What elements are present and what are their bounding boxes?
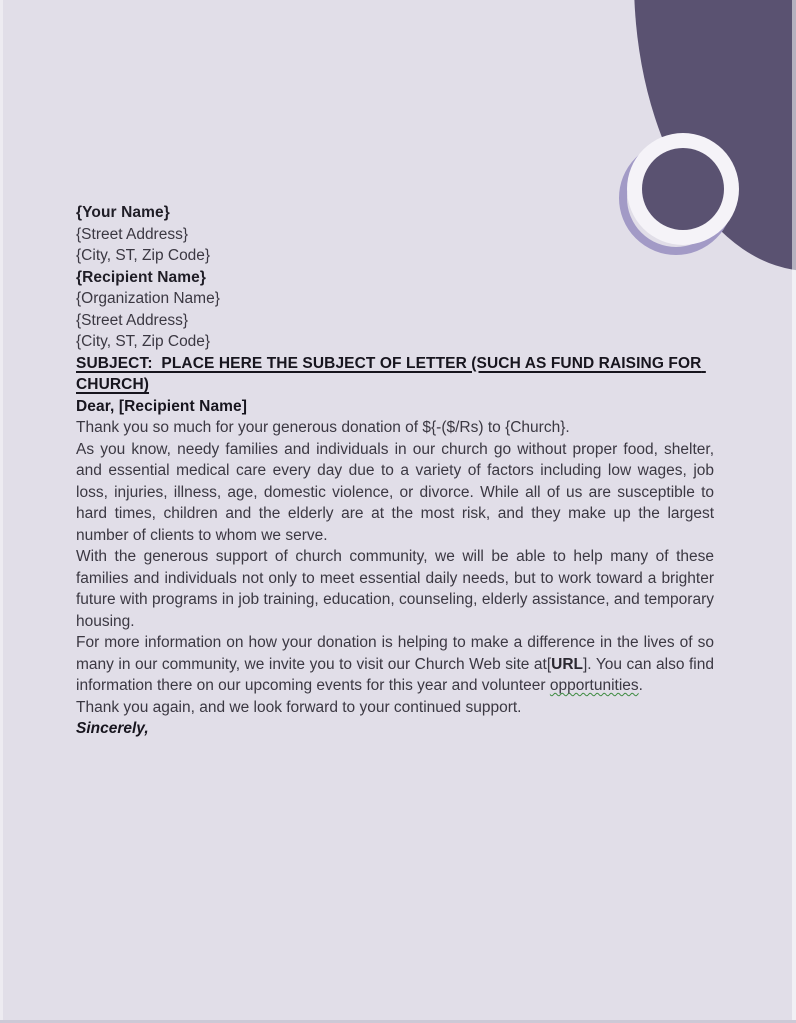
url-placeholder: URL [551,655,583,673]
page-left-edge [0,0,3,1023]
salutation: Dear, [Recipient Name] [76,397,248,415]
sender-name: {Your Name} [76,204,170,221]
info-text-end: . [638,677,643,694]
recipient-street: {Street Address} [76,311,189,329]
paragraph-donation: Thank you so much for your generous donation of ${-($/Rs) to {Church}. [76,419,570,436]
paragraph-info [76,632,714,697]
paragraph-support: With the generous support of church community, we will be able to help many of these families and individuals not only to meet essential daily needs, but to work toward a brighter future with programs in job training, education, counseling, elderly assistance, and temporary housing. [76,548,714,630]
info-text-before-url: For more information on how your donation is helping to make a difference in the lives of so many in our community, we invite you to visit our Church Web site at[ [76,634,714,673]
letter-body [76,202,714,740]
sender-city: {City, ST, Zip Code} [76,247,211,264]
sender-street: {Street Address} [76,225,189,243]
recipient-name: {Recipient Name} [76,268,206,286]
paragraph-closing: Thank you again, and we look forward to your continued support. [76,698,522,716]
grammar-flagged-word: opportunities [549,677,639,694]
info-text-after-url: ]. You can also find information there on our upcoming events for this year and volunteer [76,655,714,694]
page-right-edge [792,0,796,1023]
subject-line: SUBJECT: PLACE HERE THE SUBJECT OF LETTER (SUCH AS FUND RAISING FOR CHURCH) [76,354,706,393]
recipient-city: {City, ST, Zip Code} [76,333,211,350]
signoff: Sincerely, [76,720,149,737]
sender-address-block [76,202,714,267]
recipient-address-block [76,267,714,353]
recipient-organization: {Organization Name} [76,290,220,307]
paragraph-need: As you know, needy families and individuals in our church go without proper food, shelter, and essential medical care every day due to a variety of factors including low wages, job loss, injuries, illness, age, domestic violence, or divorce. While all of us are susceptible to hard times, children and the elderly are at the most risk, and they make up the largest number of clients to whom we serve. [76,440,714,544]
